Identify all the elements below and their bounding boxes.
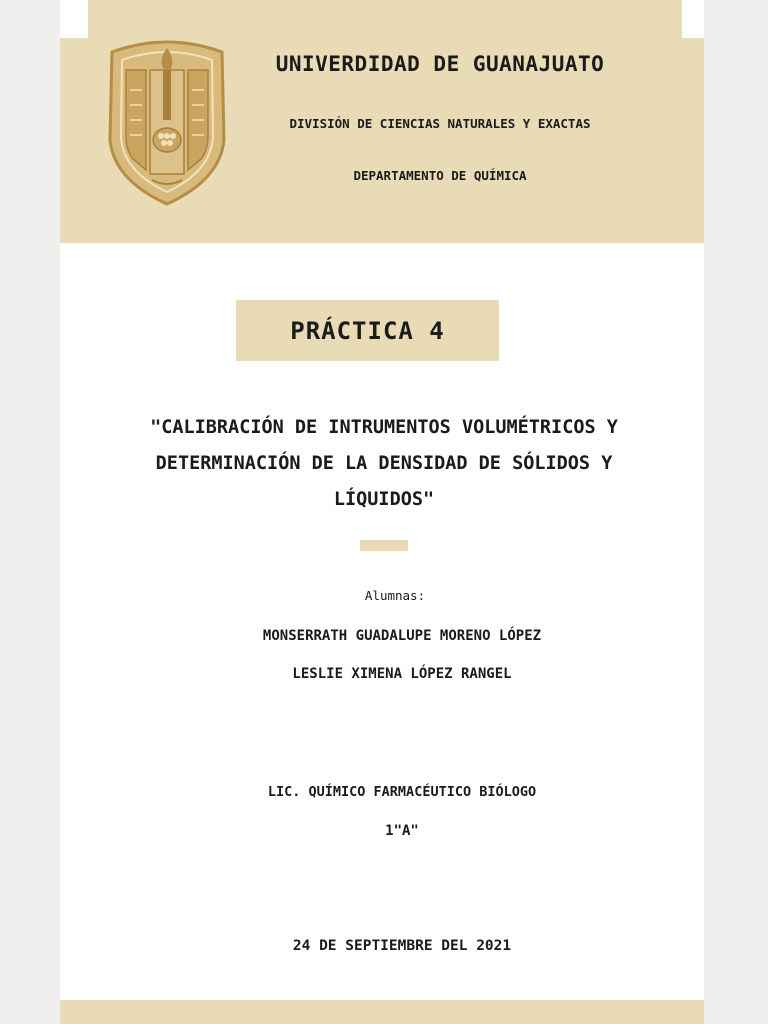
- footer-band: [60, 1000, 704, 1024]
- title-line-1: "CALIBRACIÓN DE INTRUMENTOS VOLUMÉTRICOS Y: [150, 417, 618, 438]
- department-name: DEPARTAMENTO DE QUÍMICA: [353, 168, 527, 183]
- title-line-2: DETERMINACIÓN DE LA DENSIDAD DE SÓLIDOS Y: [155, 453, 613, 474]
- practice-label: PRÁCTICA 4: [290, 316, 445, 345]
- students-label: Alumnas:: [364, 588, 426, 603]
- practice-box: [236, 300, 499, 361]
- university-seal-icon: [100, 30, 234, 208]
- header-band-right-edge: [682, 38, 704, 243]
- document-date: 24 DE SEPTIEMBRE DEL 2021: [292, 938, 512, 954]
- title-line-3: LÍQUIDOS": [333, 489, 435, 510]
- student-name: LESLIE XIMENA LÓPEZ RANGEL: [292, 666, 512, 682]
- university-name: UNIVERDIDAD DE GUANAJUATO: [275, 52, 605, 76]
- document-title: [90, 410, 678, 518]
- section-divider: [360, 540, 408, 551]
- header-band-left-edge: [60, 38, 88, 243]
- division-name: DIVISIÓN DE CIENCIAS NATURALES Y EXACTAS: [289, 116, 591, 131]
- student-name: MONSERRATH GUADALUPE MORENO LÓPEZ: [262, 628, 542, 644]
- degree-program: LIC. QUÍMICO FARMACÉUTICO BIÓLOGO: [267, 784, 537, 800]
- group-label: 1"A": [385, 823, 419, 839]
